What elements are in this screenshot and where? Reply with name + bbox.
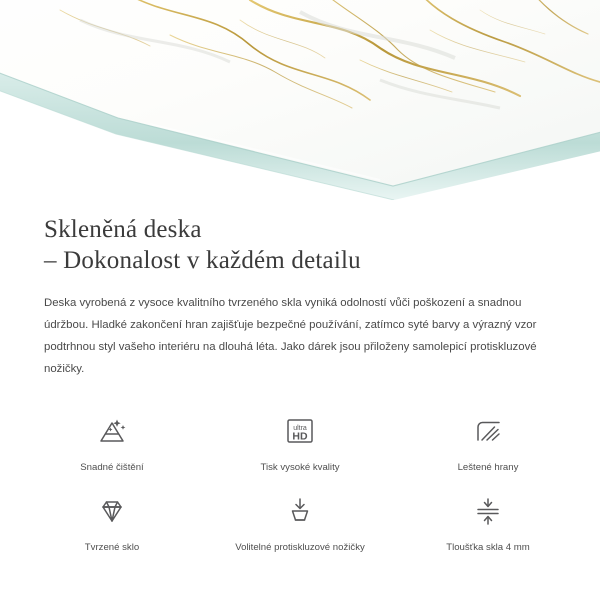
feature-item-anti-slip-feet <box>206 488 394 554</box>
feature-label: Tisk vysoké kvality <box>260 462 340 473</box>
marble-glass-illustration <box>0 0 600 200</box>
feature-item-easy-cleaning <box>18 408 206 474</box>
polished-edges-icon <box>465 408 511 454</box>
body-paragraph: Deska vyrobená z vysoce kvalitního tvrzeného skla vyniká odolností vůči poškození a snadnou údržbou. Hladké zakončení hran zajišťuje bezpečné používání, zatímco syté barvy a výrazný vzor podtrhnou styl vašeho interiéru na dlouhá léta. Jako dárek jsou přiloženy samolepicí protiskluzové nožičky. <box>44 297 537 375</box>
feature-item-glass-thickness <box>394 488 582 554</box>
feature-grid <box>0 408 600 554</box>
feature-item-print-quality <box>206 408 394 474</box>
anti-slip-feet-icon <box>277 488 323 534</box>
ultra-badge-bottom: HD <box>292 430 308 443</box>
sparkle-cloth-icon <box>89 408 135 454</box>
ultra-badge-top: ultra <box>293 425 307 432</box>
feature-item-polished-edges <box>394 408 582 474</box>
ultra-hd-icon <box>277 408 323 454</box>
feature-label: Snadné čištění <box>80 462 144 473</box>
feature-label: Tvrzené sklo <box>84 542 140 553</box>
hero-image <box>0 0 600 200</box>
title-line-2: – Dokonalost v každém detailu <box>44 247 361 274</box>
text-content <box>0 200 600 380</box>
feature-label: Volitelné protiskluzové nožičky <box>235 542 365 553</box>
title-line-1: Skleněná deska <box>44 216 202 243</box>
thickness-icon <box>465 488 511 534</box>
diamond-icon <box>89 488 135 534</box>
feature-label: Leštené hrany <box>457 462 519 473</box>
feature-label: Tloušťka skla 4 mm <box>446 542 530 553</box>
feature-item-tempered-glass <box>18 488 206 554</box>
page-title <box>44 214 556 276</box>
